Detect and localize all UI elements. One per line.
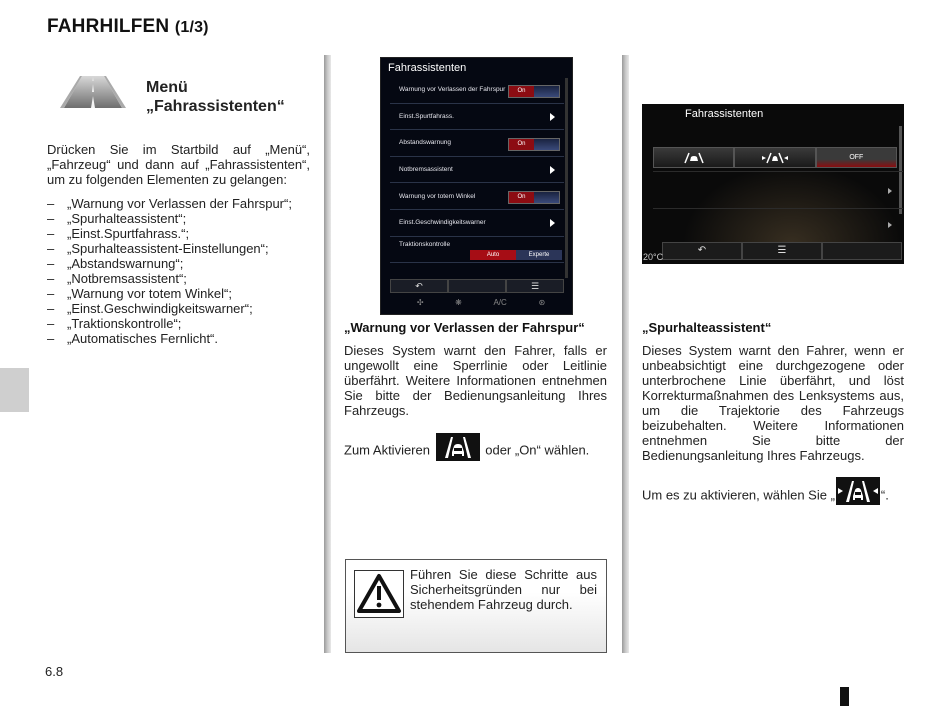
page-title-main: FAHRHILFEN [47, 16, 170, 37]
menu-items-list [47, 196, 292, 346]
intro-text: Drücken Sie im Startbild auf „Menü“, „Fahrzeug“ und dann auf „Fahrassistenten“, um zu folgenden Elementen zu gelangen: [47, 142, 310, 187]
chevron-right-icon[interactable] [888, 188, 892, 194]
column-divider-right [622, 55, 629, 653]
page-title-sub: (1/3) [174, 19, 209, 36]
lane-assist-icon [762, 152, 788, 164]
lane-keeping-off-option[interactable]: OFF [816, 147, 897, 168]
menu-heading [146, 78, 285, 116]
ac-label: A/C [493, 298, 507, 307]
chapter-tab [0, 368, 29, 412]
setting-row-emergency-brake[interactable]: Notbremsassistent [390, 157, 564, 184]
column-divider-left [324, 55, 331, 653]
list-item: – „Abstandswarnung“; [47, 256, 184, 271]
setting-row-speed-warner[interactable]: Einst.Geschwindigkeitswarner [390, 210, 564, 237]
setting-row-lane-keep-settings[interactable]: Einst.Spurtfahrass. [390, 104, 564, 131]
list-item: – „Warnung vor Verlassen der Fahrspur“; [47, 196, 292, 211]
menu-heading-line2: „Fahrassistenten“ [146, 98, 285, 115]
lane-keeping-heading: „Spurhalteassistent“ [642, 320, 772, 335]
screen-title: Fahrassistenten [388, 62, 467, 74]
warning-triangle-icon [354, 570, 404, 618]
lane-departure-heading: „Warnung vor Verlassen der Fahrspur“ [344, 320, 585, 335]
list-item: – „Traktionskontrolle“; [47, 316, 182, 331]
empty-slot [448, 279, 506, 293]
screen-bottom-bar [390, 279, 564, 293]
chevron-right-icon[interactable] [888, 222, 892, 228]
screen-title: Fahrassistenten [685, 108, 764, 120]
page-number: 6.8 [45, 664, 64, 679]
temperature-readout: 20°C [643, 252, 664, 262]
empty-slot [822, 242, 902, 260]
lane-keeping-assist-option[interactable] [734, 147, 815, 168]
menu-icon[interactable]: ☰ [506, 279, 564, 293]
lane-departure-activation: Zum Aktivieren oder „On“ wählen. [344, 437, 589, 465]
page-title [47, 16, 209, 38]
corner-mark [840, 687, 849, 706]
list-item: – „Einst.Spurtfahrass.“; [47, 226, 190, 241]
vent-icon: ❋ [455, 298, 462, 307]
list-item: – „Spurhalteassistent-Einstellungen“; [47, 241, 269, 256]
screen-bottom-bar [662, 242, 902, 260]
recirculation-icon: ⊛ [538, 298, 546, 307]
back-icon[interactable]: ↶ [662, 242, 742, 260]
lane-keeping-mode-selector [653, 147, 897, 168]
fan-icon: ✣ [416, 298, 424, 307]
safety-warning-box [345, 559, 607, 653]
traction-auto-button[interactable]: Auto [470, 250, 516, 260]
safety-warning-text: Führen Sie diese Schritte aus Sicherheitsgründen nur bei stehendem Fahrzeug durch. [410, 567, 597, 612]
lane-keeping-warning-option[interactable] [653, 147, 734, 168]
scrollbar[interactable] [565, 78, 568, 278]
menu-heading-line1: Menü [146, 79, 188, 96]
blind-spot-toggle[interactable]: On [508, 191, 560, 204]
list-item: – „Automatisches Fernlicht“. [47, 331, 218, 346]
chevron-right-icon [550, 166, 555, 174]
settings-list [390, 77, 564, 263]
distance-warning-toggle[interactable]: On [508, 138, 560, 151]
lane-departure-toggle[interactable]: On [508, 85, 560, 98]
lane-warning-icon [683, 152, 705, 164]
menu-icon[interactable]: ☰ [742, 242, 822, 260]
lane-assist-icon [836, 477, 880, 505]
list-item: – „Notbremsassistent“; [47, 271, 187, 286]
chevron-right-icon [550, 219, 555, 227]
screen-lane-keeping [642, 104, 904, 264]
road-icon [60, 76, 126, 108]
lane-keeping-activation: Um es zu aktivieren, wählen Sie „ “. [642, 482, 889, 510]
list-item: – „Warnung vor totem Winkel“; [47, 286, 232, 301]
screen-fahrassistenten-list [380, 57, 573, 315]
back-icon[interactable]: ↶ [390, 279, 448, 293]
setting-row-traction-control[interactable]: Traktionskontrolle Auto Experte [390, 237, 564, 264]
lane-departure-text: Dieses System warnt den Fahrer, falls er ungewollt eine Sperrlinie oder Leitlinie überfährt. Weitere Informationen entnehmen Sie bitte der Bedienungsanleitung Ihres Fahrzeugs. [344, 343, 607, 418]
climate-status-bar [401, 298, 561, 307]
lane-departure-icon [436, 433, 480, 461]
setting-row-distance-warning[interactable]: Abstandswarnung On [390, 130, 564, 157]
traction-options [470, 250, 562, 260]
setting-row-lane-departure[interactable]: Warnung vor Verlassen der Fahrspur On [390, 77, 564, 104]
chevron-right-icon [550, 113, 555, 121]
list-item: – „Spurhalteassistent“; [47, 211, 187, 226]
list-item: – „Einst.Geschwindigkeitswarner“; [47, 301, 253, 316]
lane-keeping-text: Dieses System warnt den Fahrer, wenn er unbeabsichtigt eine durchgezogene oder unterbrochene Linie überfährt, und löst Korrekturmaßnahmen des Lenksystems aus, um die Trajektorie des Fahrzeugs beizubehalten. Weitere Informationen entnehmen Sie bitte der Bedienungsanleitung Ihres Fahrzeugs. [642, 343, 904, 463]
setting-row-blind-spot[interactable]: Warnung vor totem Winkel On [390, 183, 564, 210]
traction-expert-button[interactable]: Experte [516, 250, 562, 260]
